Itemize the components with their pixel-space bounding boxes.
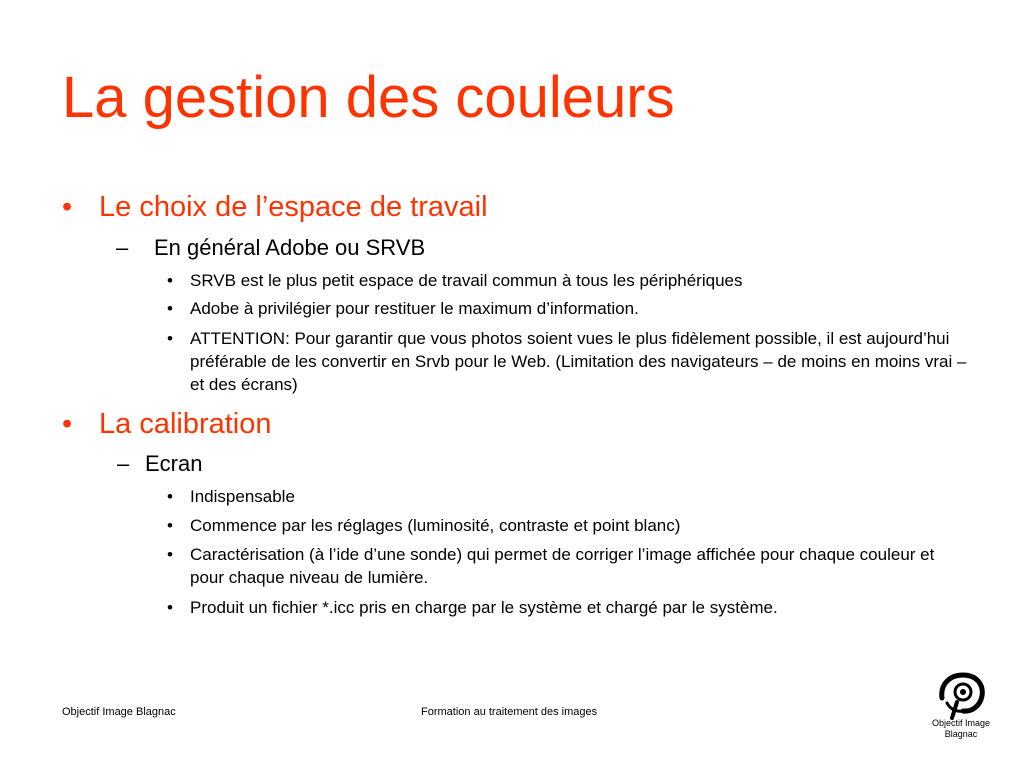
section-heading-text: La calibration [99,408,272,440]
slide-title: La gestion des couleurs [62,65,675,130]
point-text: Commence par les réglages (luminosité, contraste et point blanc) [190,516,681,535]
section-heading-text: Le choix de l’espace de travail [99,191,488,223]
logo-text-line1: Objectif Image [931,718,991,728]
point-text: ATTENTION: Pour garantir que vous photos soient vues le plus fidèlement possible, il est aujourd’hui préférable de les convertir en Srvb pour le Web. (Limitation des navigateurs – de moins en moins vrai – et des écrans) [190,329,967,394]
bullet: • [62,191,73,223]
camera-lens-logo-icon [936,672,986,720]
bullet: • [167,598,173,617]
point-text: SRVB est le plus petit espace de travail commun à tous les périphériques [190,271,743,290]
bullet: • [167,516,173,535]
dash: – [116,235,129,260]
footer-course-title: Formation au traitement des images [421,706,598,718]
bullet: • [167,329,173,348]
bullet: • [167,545,173,564]
bullet: • [62,408,73,440]
point-text: Produit un fichier *.icc pris en charge par le système et chargé par le système. [190,598,778,617]
point-text: Indispensable [190,487,295,506]
organization-logo [928,672,994,746]
point-text: Adobe à privilégier pour restituer le maximum d’information. [190,299,639,318]
dash: – [117,451,130,476]
bullet: • [167,299,173,318]
bullet: • [167,271,173,290]
bullet: • [167,487,173,506]
sub-item-text: Ecran [145,451,203,476]
logo-text-line2: Blagnac [944,729,978,739]
sub-item-text: En général Adobe ou SRVB [154,235,426,260]
point-text: Caractérisation (à l’ide d’une sonde) qui permet de corriger l’image affichée pour chaque couleur et pour chaque niveau de lumière. [190,545,935,587]
footer-organization: Objectif Image Blagnac [62,706,176,718]
